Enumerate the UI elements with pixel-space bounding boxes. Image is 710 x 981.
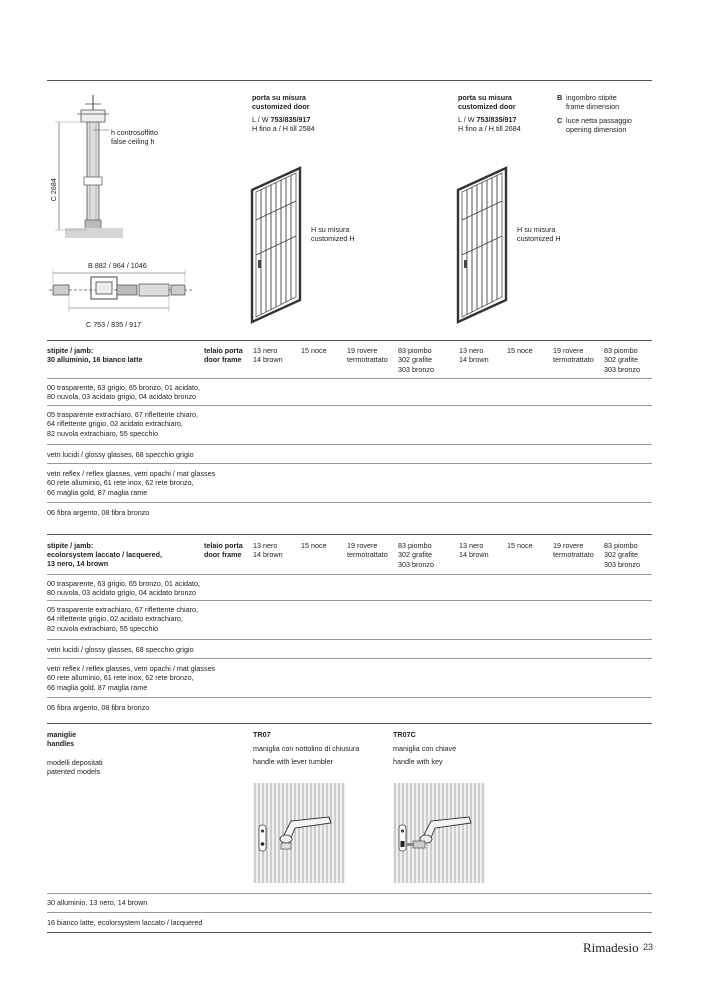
- handles-top-rule: [47, 723, 652, 724]
- brand-logo: Rimadesio: [583, 940, 639, 955]
- table1-frame-label: telaio porta door frame: [204, 346, 243, 365]
- finishes-rule: [47, 893, 652, 894]
- table2-color-b2: 15 noce: [507, 541, 533, 550]
- table2-rule: [47, 658, 652, 659]
- table2-color-a1: 13 nero 14 brown: [253, 541, 283, 560]
- table1-color-a3: 19 rovere termotrattato: [347, 346, 388, 365]
- table2-rule: [47, 697, 652, 698]
- table1-row: 05 trasparente extrachiaro, 67 riflettente chiaro, 64 riflettente grigio, 02 acidato extrachiaro, 82 nuvola extrachiaro, 55 specchio: [47, 410, 199, 438]
- top-rule: [47, 80, 652, 81]
- door-right-drawing: [456, 160, 516, 325]
- tr07c-handle-image: [393, 783, 485, 883]
- table1-color-b3: 19 rovere termotrattato: [553, 346, 594, 365]
- table1-color-b4: 83 piombo 302 grafite 303 bronzo: [604, 346, 640, 374]
- b-dimension-label: B 882 / 964 / 1046: [88, 261, 147, 270]
- table1-rule: [47, 463, 652, 464]
- table2-row: 06 fibra argento, 08 fibra bronzo: [47, 703, 150, 712]
- table2-color-b3: 19 rovere termotrattato: [553, 541, 594, 560]
- table2-color-a2: 15 noce: [301, 541, 327, 550]
- table1-top-rule: [47, 340, 652, 341]
- tr07-handle-image: [253, 783, 345, 883]
- table1-row: 00 trasparente, 63 grigio, 65 bronzo, 01 acidato, 80 nuvola, 03 acidato grigio, 04 acidato bronzo: [47, 383, 201, 402]
- door-right-title: porta su misura: [458, 93, 512, 102]
- legend-b-text: ingombro stipite frame dimension: [566, 93, 620, 112]
- table2-color-b1: 13 nero 14 brown: [459, 541, 489, 560]
- table2-row: vetri lucidi / glossy glasses, 68 specchio grigio: [47, 645, 194, 654]
- door-right-size: L / W 753/835/917: [458, 115, 517, 124]
- table1-color-a1: 13 nero 14 brown: [253, 346, 283, 365]
- table1-color-b1: 13 nero 14 brown: [459, 346, 489, 365]
- legend-b-key: B: [557, 93, 563, 102]
- table2-color-b4: 83 piombo 302 grafite 303 bronzo: [604, 541, 640, 569]
- table2-frame-label: telaio porta door frame: [204, 541, 243, 560]
- table2-rule: [47, 574, 652, 575]
- door-right-h-label: H su misura customized H: [517, 225, 561, 244]
- c-dimension-label: C 753 / 835 / 917: [86, 320, 142, 329]
- table2-top-rule: [47, 534, 652, 535]
- table1-row: vetri lucidi / glossy glasses, 68 specchio grigio: [47, 450, 194, 459]
- section-drawing: [47, 90, 237, 330]
- handles-title: maniglie handles: [47, 730, 77, 749]
- c-height-label: C 2684: [48, 178, 58, 202]
- table1-rule: [47, 405, 652, 406]
- legend-c-key: C: [557, 116, 563, 125]
- door-left-subtitle: customized door: [252, 102, 310, 111]
- table1-color-b2: 15 noce: [507, 346, 533, 355]
- tr07c-desc: maniglia con chiave handle with key: [393, 744, 457, 766]
- door-right-subtitle: customized door: [458, 102, 516, 111]
- false-ceiling-label: h controsoffitto false ceiling h: [111, 128, 159, 147]
- table1-rule: [47, 502, 652, 503]
- door-left-h-label: H su misura customized H: [311, 225, 355, 244]
- table1-color-a4: 83 piombo 302 grafite 303 bronzo: [398, 346, 434, 374]
- legend-c-text: luce netta passaggio opening dimension: [566, 116, 632, 135]
- door-left-height: H fino a / H till 2584: [252, 124, 315, 133]
- table2-rule: [47, 639, 652, 640]
- table1-jamb-value: 30 alluminio, 16 bianco latte: [47, 355, 143, 364]
- table2-row: 00 trasparente, 63 grigio, 65 bronzo, 01 acidato, 80 nuvola, 03 acidato grigio, 04 acidato bronzo: [47, 579, 201, 598]
- door-left-size: L / W 753/835/917: [252, 115, 311, 124]
- table1-row: vetri reflex / reflex glasses, vetri opachi / mat glasses 60 rete alluminio, 61 rete inox, 62 rete bronzo, 66 maglia gold, 87 maglia rame: [47, 469, 216, 497]
- table2-row: 05 trasparente extrachiaro, 67 riflettente chiaro, 64 riflettente grigio, 02 acidato extrachiaro, 82 nuvola extrachiaro, 55 specchio: [47, 605, 199, 633]
- door-left-drawing: [250, 160, 310, 325]
- table2-rule: [47, 600, 652, 601]
- tr07c-code: TR07C: [393, 730, 416, 739]
- table2-color-a3: 19 rovere termotrattato: [347, 541, 388, 560]
- table2-jamb-title: stipite / jamb:: [47, 541, 94, 550]
- tr07-code: TR07: [253, 730, 271, 739]
- table1-jamb-title: stipite / jamb:: [47, 346, 94, 355]
- table2-row: vetri reflex / reflex glasses, vetri opachi / mat glasses 60 rete alluminio, 61 rete inox, 62 rete bronzo, 66 maglia gold, 87 maglia rame: [47, 664, 216, 692]
- page-number: 23: [643, 942, 654, 952]
- handles-note: modelli depositati patented models: [47, 758, 103, 777]
- finishes-bottom-rule: [47, 932, 652, 933]
- table2-color-a4: 83 piombo 302 grafite 303 bronzo: [398, 541, 434, 569]
- finish-row: 16 bianco latte, ecolorsystem laccato / lacquered: [47, 918, 203, 927]
- door-right-height: H fino a / H till 2684: [458, 124, 521, 133]
- door-left-title: porta su misura: [252, 93, 306, 102]
- table2-jamb-value: ecolorsystem laccato / lacquered, 13 nero, 14 brown: [47, 550, 163, 569]
- table1-rule: [47, 444, 652, 445]
- finishes-rule: [47, 912, 652, 913]
- tr07-desc: maniglia con nottolino di chiusura handle with lever tumbler: [253, 744, 360, 766]
- finish-row: 30 alluminio, 13 nero, 14 brown: [47, 898, 148, 907]
- table1-color-a2: 15 noce: [301, 346, 327, 355]
- table1-rule: [47, 378, 652, 379]
- table1-row: 06 fibra argento, 08 fibra bronzo: [47, 508, 150, 517]
